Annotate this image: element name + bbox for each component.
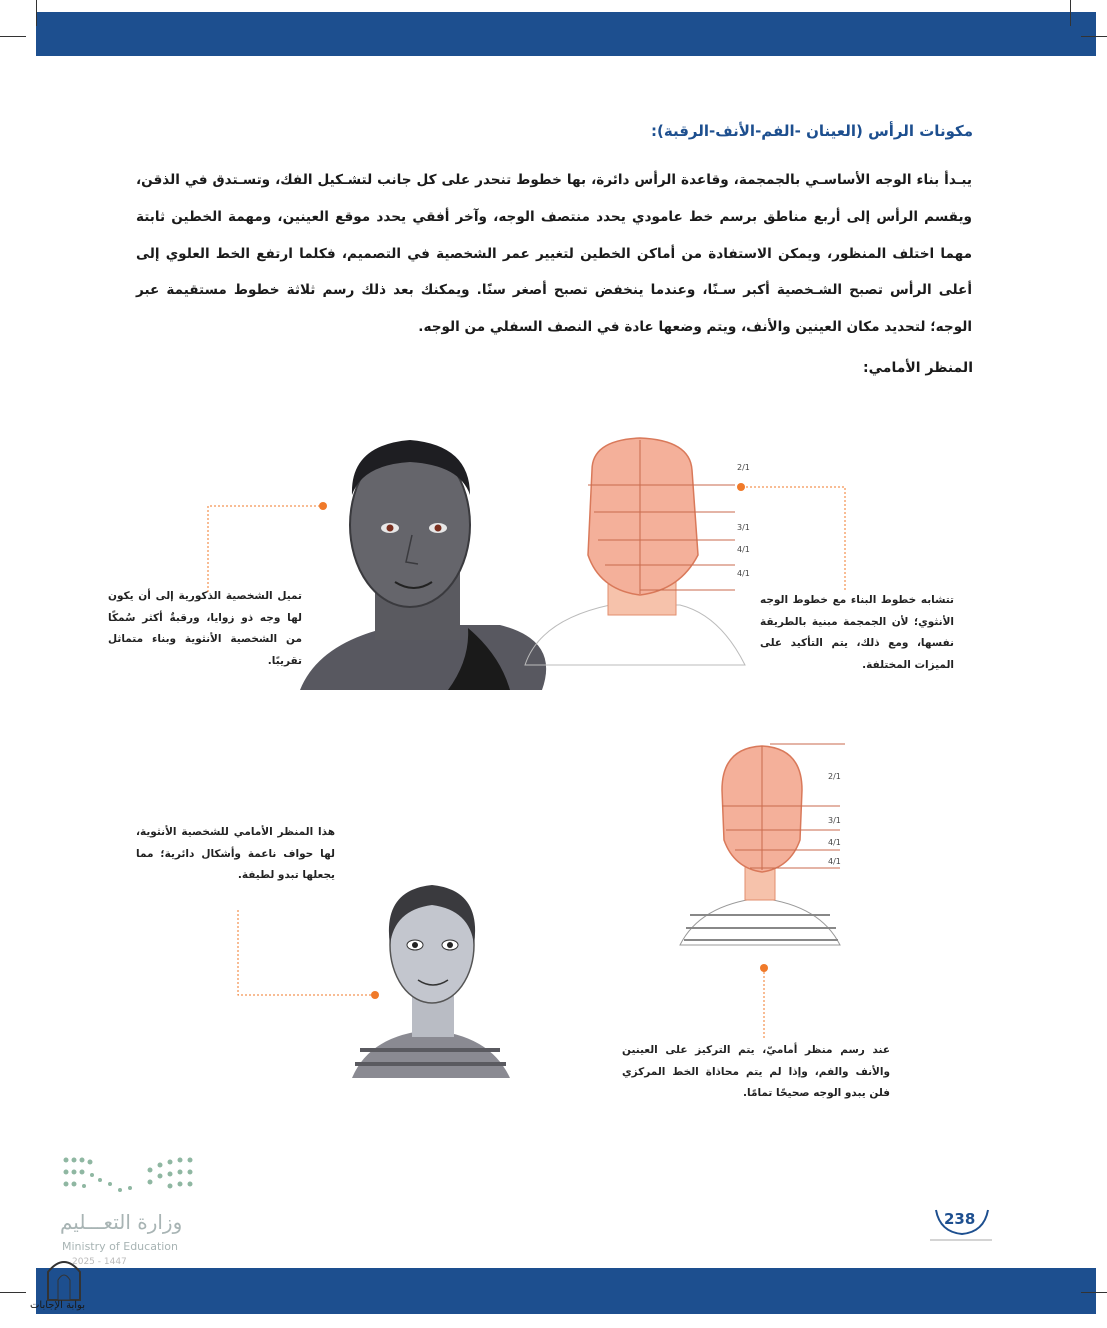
caption-male-features: تميل الشخصية الذكورية إلى أن يكون لها وجه ذو زوايا، ورقبةٌ أكثر سُمكًا من الشخصية الأنثوية وبناء متماثل تقريبًا. (108, 590, 302, 667)
callout-line (742, 487, 845, 592)
female-shirt (352, 1030, 510, 1078)
male-face-illustration (300, 440, 546, 690)
male-pupil-right (435, 525, 442, 532)
female-pupil-right (447, 942, 453, 948)
watermark-text: بوابة الإجابات (30, 1300, 86, 1311)
callout-dot (737, 483, 745, 491)
ministry-name-english: Ministry of Education (62, 1240, 179, 1253)
measure-label: 3/1 (737, 523, 750, 532)
callout-dot (760, 964, 768, 972)
female-construction-torso (680, 898, 840, 945)
female-construction-illustration (680, 744, 845, 945)
measure-label: 4/1 (828, 838, 841, 847)
caption-center-alignment: عند رسم منظر أماميّ، يتم التركيز على العينين والأنف والفم، وإذا لم يتم محاذاة الخط المركزي فلن يبدو الوجه صحيحًا تمامًا. (622, 1044, 890, 1099)
measure-label: 4/1 (737, 545, 750, 554)
ministry-name-arabic: وزارة التعـــليم (60, 1210, 183, 1234)
measure-label: 3/1 (828, 816, 841, 825)
male-construction-head (588, 438, 698, 595)
callout-line (208, 506, 323, 592)
measure-label: 4/1 (828, 857, 841, 866)
caption-female-front: هذا المنظر الأمامي للشخصية الأنثوية، لها حواف ناعمة وأشكال دائرية؛ مما يجعلها تبدو لطيفة. (136, 826, 335, 881)
front-view-heading: المنظر الأمامي: (863, 360, 973, 376)
edition-year: 2025 - 1447 (72, 1257, 127, 1267)
measure-label: 2/1 (828, 772, 841, 781)
measure-label: 2/1 (737, 463, 750, 472)
female-face-illustration (352, 885, 510, 1078)
measure-label: 4/1 (737, 569, 750, 578)
callout-line (238, 910, 375, 995)
ministry-logo-icon (64, 1158, 193, 1193)
intro-paragraph: يبـدأ بناء الوجه الأساسـي بالجمجمة، وقاعدة الرأس دائرة، بها خطوط تنحدر على كل جانب لتشـكيل الفك، وتسـتدق في الذقن، ويقسم الرأس إلى أربع مناطق برسم خط عامودي يحدد منتصف الوجه، وآخر أفقي يحدد موقع العينين، ومهمة الخطين ثابتة مهما اختلف المنظور، ويمكن الاستفادة من أماكن الخطين لتغيير عمر الشخصية في التصميم، فكلما ارتفع الخط العلوي إلى أعلى الرأس تصبح الشـخصية أكبر سـنًا، وعندما ينخفض تصبح أصغر سنًا. ويمكنك بعد ذلك رسم ثلاثة خطوط مستقيمة عبر الوجه؛ لتحديد مكان العينين والأنف، ويتم وضعها عادة في النصف السفلي من الوجه. (136, 172, 972, 336)
callout-dot (319, 502, 327, 510)
male-construction-illustration (525, 438, 745, 665)
caption-construction-lines: تتشابه خطوط البناء مع خطوط الوجه الأنثوي؛ لأن الجمجمة مبنية بالطريقة نفسها، ومع ذلك، يتم التأكيد على الميزات المختلفة. (760, 594, 954, 671)
female-pupil-left (412, 942, 418, 948)
page-number: 238 (944, 1210, 976, 1228)
male-pupil-left (387, 525, 394, 532)
callout-dot (371, 991, 379, 999)
section-title: مكونات الرأس (العينان -الفم-الأنف-الرقبة): (651, 122, 973, 140)
watermark-emblem-icon (48, 1262, 80, 1300)
